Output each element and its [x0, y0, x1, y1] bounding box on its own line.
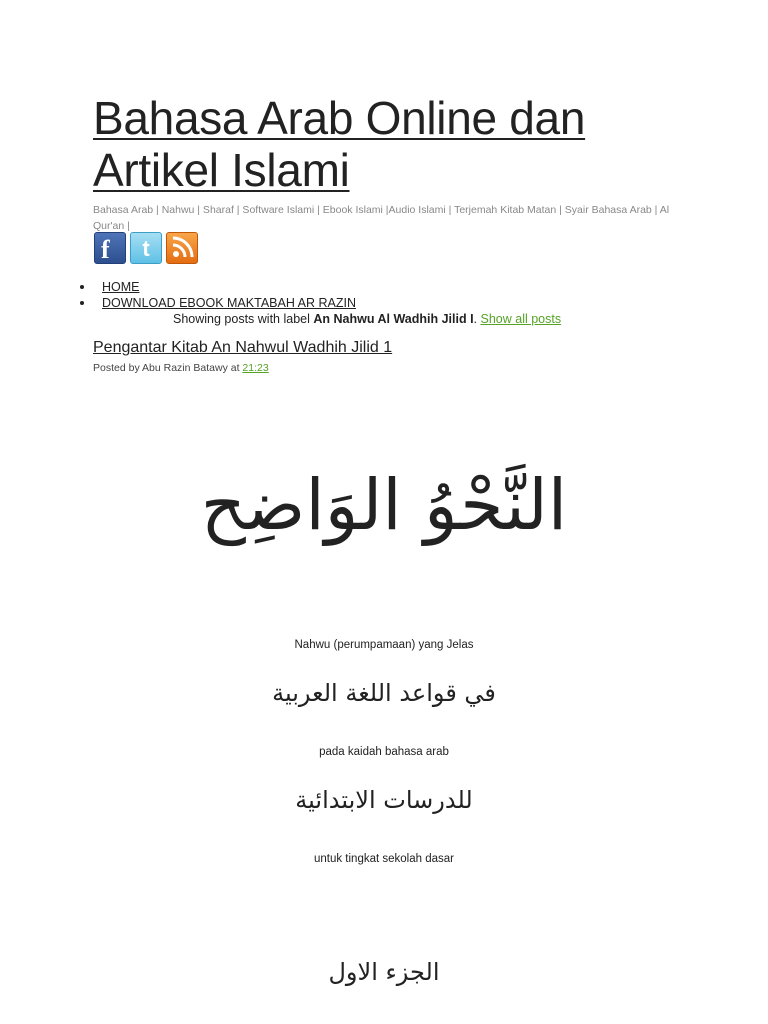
social-icons — [94, 232, 198, 264]
post-title[interactable]: Pengantar Kitab An Nahwul Wadhih Jilid 1 — [93, 339, 393, 356]
blog-description: Bahasa Arab | Nahwu | Sharaf | Software Islami | Ebook Islami |Audio Islami | Terjemah Kitab Matan | Syair Bahasa Arab | Al Qur'an | — [93, 204, 670, 232]
arabic-subtitle-2: للدرسات الابتدائية — [295, 786, 473, 814]
show-all-posts-link[interactable]: Show all posts — [480, 312, 562, 326]
posted-by: Posted by Abu Razin Batawy at — [93, 362, 243, 374]
arabic-book-title: النَّحْوُ الوَاضِح — [200, 464, 568, 546]
status-prefix: Showing posts with label — [173, 312, 314, 326]
status-label: An Nahwu Al Wadhih Jilid I — [313, 312, 474, 326]
blog-title[interactable]: Bahasa Arab Online dan Artikel Islami — [93, 92, 586, 196]
main-nav — [80, 279, 356, 311]
rss-icon[interactable] — [166, 232, 198, 264]
post-meta — [93, 361, 269, 375]
post-time-link[interactable]: 21:23 — [242, 362, 269, 374]
translation-line-2: pada kaidah bahasa arab — [319, 746, 449, 758]
arabic-volume: الجزء الاول — [328, 958, 440, 986]
nav-item-home — [80, 279, 356, 295]
twitter-icon[interactable]: t — [130, 232, 162, 264]
translation-line-3: untuk tingkat sekolah dasar — [313, 853, 454, 865]
nav-link-home[interactable]: HOME — [102, 280, 140, 294]
translation-line-1: Nahwu (perumpamaan) yang Jelas — [294, 639, 474, 651]
facebook-icon[interactable]: f — [94, 232, 126, 264]
arabic-subtitle-1: في قواعد اللغة العربية — [272, 679, 496, 707]
label-status — [173, 311, 561, 327]
nav-item-download — [80, 295, 356, 311]
status-suffix: . — [473, 312, 481, 326]
nav-link-download-ebook[interactable]: DOWNLOAD EBOOK MAKTABAH AR RAZIN — [102, 296, 356, 310]
